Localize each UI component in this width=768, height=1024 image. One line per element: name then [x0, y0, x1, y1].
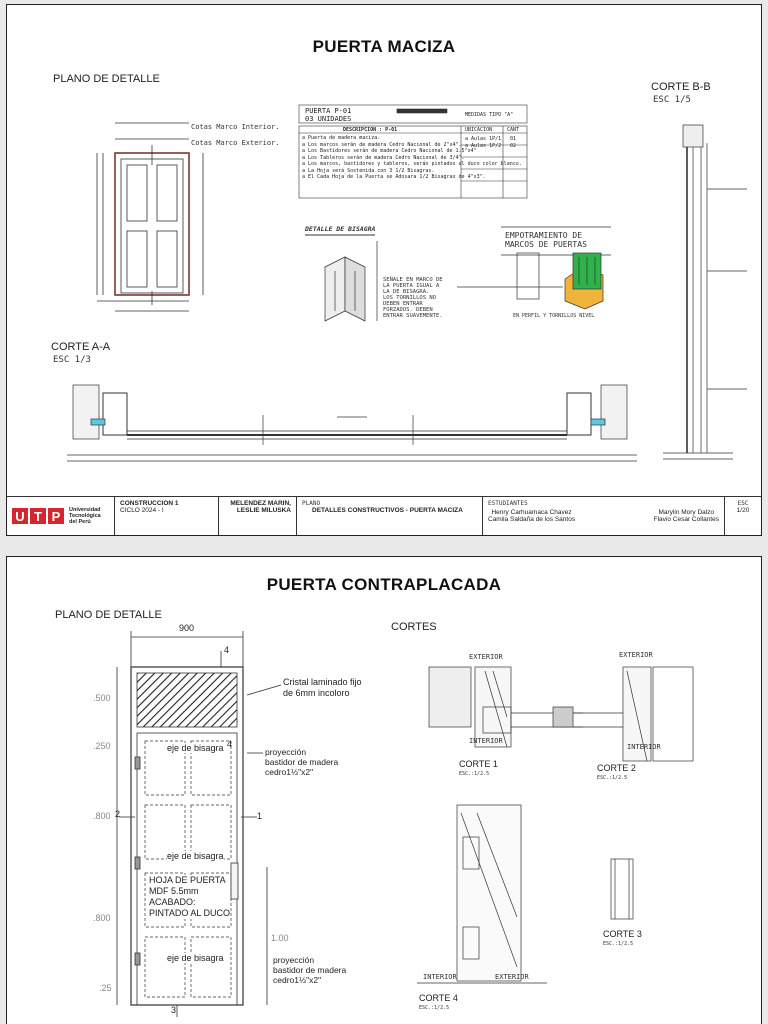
door-leaf-line: PINTADO AL DUCO: [149, 908, 231, 918]
table-row: a Los Tableros serán de madera Cedro Nacional de 3/4".: [302, 154, 465, 161]
corte-2-label: CORTE 2: [597, 763, 636, 773]
scale-cell: [725, 497, 761, 535]
logo-letter-p: P: [48, 508, 64, 524]
dim-width: 900: [179, 623, 195, 633]
exterior-label: EXTERIOR: [495, 973, 529, 981]
table-cell: 02: [510, 143, 517, 149]
corte-3-scale: ESC.:1/2.5: [603, 941, 634, 947]
corte-4-label: CORTE 4: [419, 993, 458, 1003]
table-col-cant: CANT: [507, 127, 520, 133]
table-ubic-list: [465, 136, 501, 150]
projection-line: proyección: [273, 955, 315, 965]
bisagra-title: DETALLE DE BISAGRA: [305, 225, 376, 233]
dim-500: .500: [93, 693, 111, 703]
sheet-title: PUERTA MACIZA: [312, 37, 456, 56]
scale-value: 1/20: [736, 507, 750, 514]
student-name: Marylin Mory Dalzo: [658, 509, 715, 516]
cristal-line: Cristal laminado fijo: [283, 677, 362, 687]
dim-800-b: .800: [93, 913, 111, 923]
table-row: a La Hoja será Sostenida con 3 1/2 Bisagras.: [302, 167, 435, 174]
corte-4-scale: ESC.:1/2.5: [419, 1005, 450, 1011]
door-leaf-note: [149, 875, 230, 919]
utp-logo: [7, 497, 115, 535]
section-mark-4b: 4: [227, 739, 233, 749]
table-cell: a Aulas 1P/2: [465, 143, 502, 149]
projection-line: cedro1½"x2": [273, 975, 322, 985]
dim-25: .25: [99, 983, 112, 993]
dim-250: .250: [93, 741, 111, 751]
empotramiento-title-1: EMPOTRAMIENTO DE: [505, 231, 583, 240]
sheet-title: PUERTA CONTRAPLACADA: [266, 575, 502, 594]
exterior-label: EXTERIOR: [619, 651, 653, 659]
exterior-label: EXTERIOR: [469, 653, 503, 661]
hinge-axis-label: eje de bisagra: [167, 953, 224, 963]
note-exterior: Cotas Marco Exterior.: [191, 139, 280, 147]
teacher-name: LESLIE MILUSKA: [236, 507, 291, 514]
logo-line: Tecnológica: [69, 512, 101, 519]
corte-1-label: CORTE 1: [459, 759, 498, 769]
course-cycle: CICLO 2024 - I: [120, 507, 164, 514]
projection-note-1: [265, 747, 338, 777]
table-cell: 01: [510, 136, 517, 142]
plano-detalle-label: PLANO DE DETALLE: [55, 609, 162, 621]
plano-name: DETALLES CONSTRUCTIVOS - PUERTA MACIZA: [312, 507, 463, 514]
cortes-label: CORTES: [391, 621, 437, 633]
table-row: a Los marcos, bastidores y tableros, serán pintados al duco color blanco.: [302, 161, 522, 167]
cristal-line: de 6mm incoloro: [283, 688, 350, 698]
logo-line: Universidad: [69, 506, 101, 513]
plano-tag: PLANO: [302, 500, 321, 507]
projection-line: proyección: [265, 747, 307, 757]
teacher-cell: [219, 497, 297, 535]
table-door-code: PUERTA P-01: [305, 107, 352, 115]
sheet-puerta-contraplacada: [6, 556, 762, 1024]
empotramiento-note: EN PERFIL Y TORNILLOS NIVEL: [513, 313, 595, 319]
hinge-axis-label: eje de bisagra: [167, 743, 224, 753]
hinge-axis-label: eje de bisagra: [167, 851, 224, 861]
corte-aa-label: CORTE A-A: [51, 341, 111, 353]
title-block: [7, 496, 761, 535]
cristal-note: [283, 677, 362, 699]
logo-letter-t: T: [30, 508, 46, 524]
door-leaf-line: ACABADO:: [149, 897, 196, 907]
section-mark-4a: 4: [224, 645, 230, 655]
projection-line: bastidor de madera: [273, 965, 347, 975]
interior-label: INTERIOR: [423, 973, 457, 981]
corte-bb-scale: ESC 1/5: [653, 95, 691, 105]
students-cell: [483, 497, 725, 535]
table-row: a Los Bastidores serán de madera Cedro Nacional de 1.5"x4": [302, 148, 477, 154]
corte-2-scale: ESC.:1/2.5: [597, 775, 628, 781]
projection-line: cedro1½"x2": [265, 767, 314, 777]
course-name: CONSTRUCCION 1: [120, 500, 179, 507]
table-row: a Los marcos serán de madera Cedro Nacional de 2"x4".: [302, 141, 462, 148]
table-medidas: MEDIDAS TIPO "A": [465, 112, 514, 118]
bisagra-note-1: SEÑALE EN MARCO DE LA PUERTA IGUAL A LA DE BISAGRA.: [383, 277, 443, 295]
door-leaf-line: HOJA DE PUERTA: [149, 875, 226, 885]
interior-label: INTERIOR: [627, 743, 661, 751]
table-col-ubic: UBICACION: [465, 127, 493, 133]
projection-line: bastidor de madera: [265, 757, 339, 767]
table-row: a Puerta de madera maciza.: [302, 135, 381, 141]
student-name: Flavio Cesar Collantes: [653, 516, 719, 523]
table-row: a El Cada Hoja de la Puerta se Adosara 1/2 Bisagras de 4"x3".: [302, 174, 486, 180]
course-cell: [115, 497, 219, 535]
corte-bb-label: CORTE B-B: [651, 81, 711, 93]
corte-aa-scale: ESC 1/3: [53, 355, 91, 365]
logo-text: [69, 507, 101, 526]
plano-cell: [297, 497, 483, 535]
table-cant-list: [510, 136, 516, 150]
logo-letter-u: U: [12, 508, 28, 524]
drawing-linework: [7, 5, 762, 536]
dim-100: 1.00: [271, 933, 289, 943]
logo-line: del Perú: [69, 519, 91, 526]
teacher-name: MELENDEZ MARIN,: [230, 500, 291, 507]
dim-800-a: .800: [93, 811, 111, 821]
projection-note-2: [273, 955, 346, 985]
table-units: 03 UNIDADES: [305, 115, 352, 123]
bisagra-note-2: LOS TORNILLOS NO DEBEN ENTRAR FORZADOS. DEBEN ENTRAR SUAVEMENTE.: [383, 295, 443, 319]
corte-3-label: CORTE 3: [603, 929, 642, 939]
scale-tag: ESC: [737, 500, 749, 507]
note-interior: Cotas Marco Interior.: [191, 123, 280, 131]
table-cell: a Aulas 1P/1: [465, 136, 502, 142]
plano-detalle-label: PLANO DE DETALLE: [53, 73, 160, 85]
corte-1-scale: ESC.:1/2.5: [459, 771, 490, 777]
student-name: Henry Carhuamaca Chavez: [491, 509, 572, 516]
interior-label: INTERIOR: [469, 737, 503, 745]
drawing-linework: [7, 557, 762, 1024]
students-tag: ESTUDIANTES: [488, 500, 528, 507]
table-col-desc: DESCRIPCION : P-01: [343, 127, 398, 133]
section-mark-2: 2: [115, 809, 121, 819]
section-mark-1: 1: [257, 811, 263, 821]
student-name: Camila Saldaña de los Santos: [488, 516, 576, 523]
sheet-puerta-maciza: [6, 4, 762, 536]
door-leaf-line: MDF 5.5mm: [149, 886, 199, 896]
section-mark-3: 3: [171, 1005, 177, 1015]
empotramiento-title-2: MARCOS DE PUERTAS: [505, 240, 587, 249]
